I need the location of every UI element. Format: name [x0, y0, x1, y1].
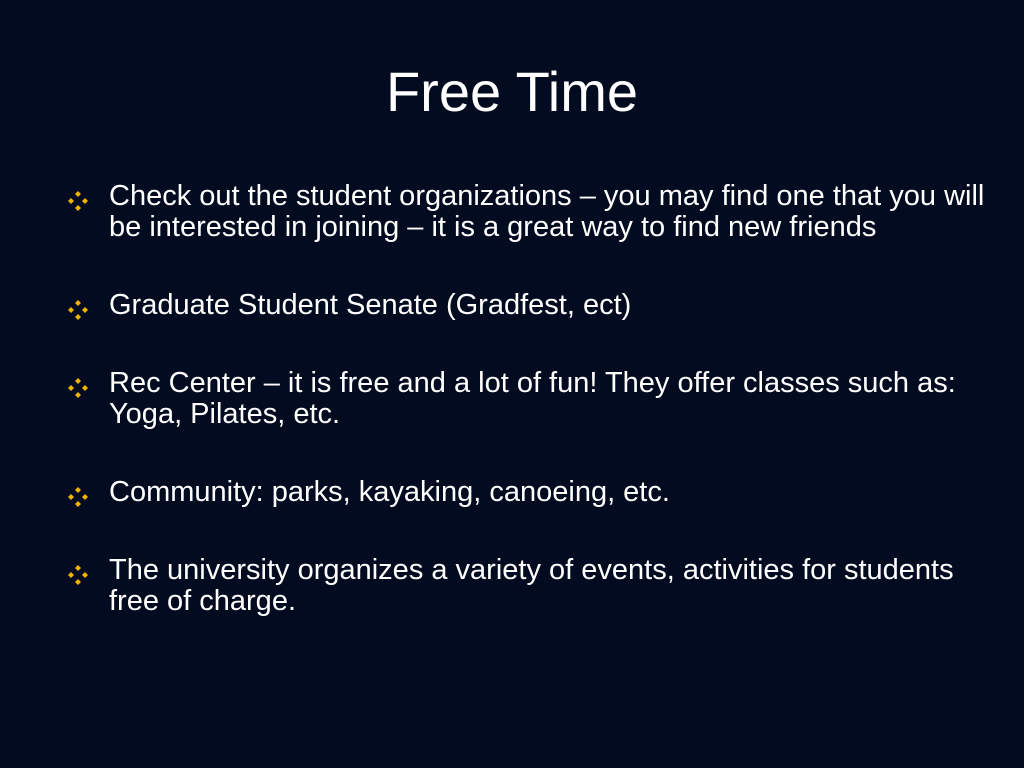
bullet-text: The university organizes a variety of events, activities for students free of charge. [109, 554, 954, 617]
bullet-text: Check out the student organizations – you may find one that you will be interested in joining – it is a great way to find new friends [109, 180, 985, 243]
bullet-item [64, 290, 994, 321]
slide-title: Free Time [385, 60, 639, 123]
bullet-item [64, 368, 994, 430]
diamond-bullet-icon [66, 189, 90, 213]
bullet-item [64, 555, 994, 617]
bullet-item [64, 477, 994, 508]
diamond-bullet-icon [66, 376, 90, 400]
diamond-bullet-icon [66, 485, 90, 509]
bullet-list [64, 181, 994, 617]
bullet-item [64, 181, 994, 243]
diamond-bullet-icon [66, 563, 90, 587]
bullet-text: Graduate Student Senate (Gradfest, ect) [109, 289, 632, 321]
diamond-bullet-icon [66, 298, 90, 322]
bullet-text: Community: parks, kayaking, canoeing, etc. [109, 476, 670, 508]
bullet-text: Rec Center – it is free and a lot of fun! They offer classes such as: Yoga, Pilates, etc. [109, 367, 956, 430]
